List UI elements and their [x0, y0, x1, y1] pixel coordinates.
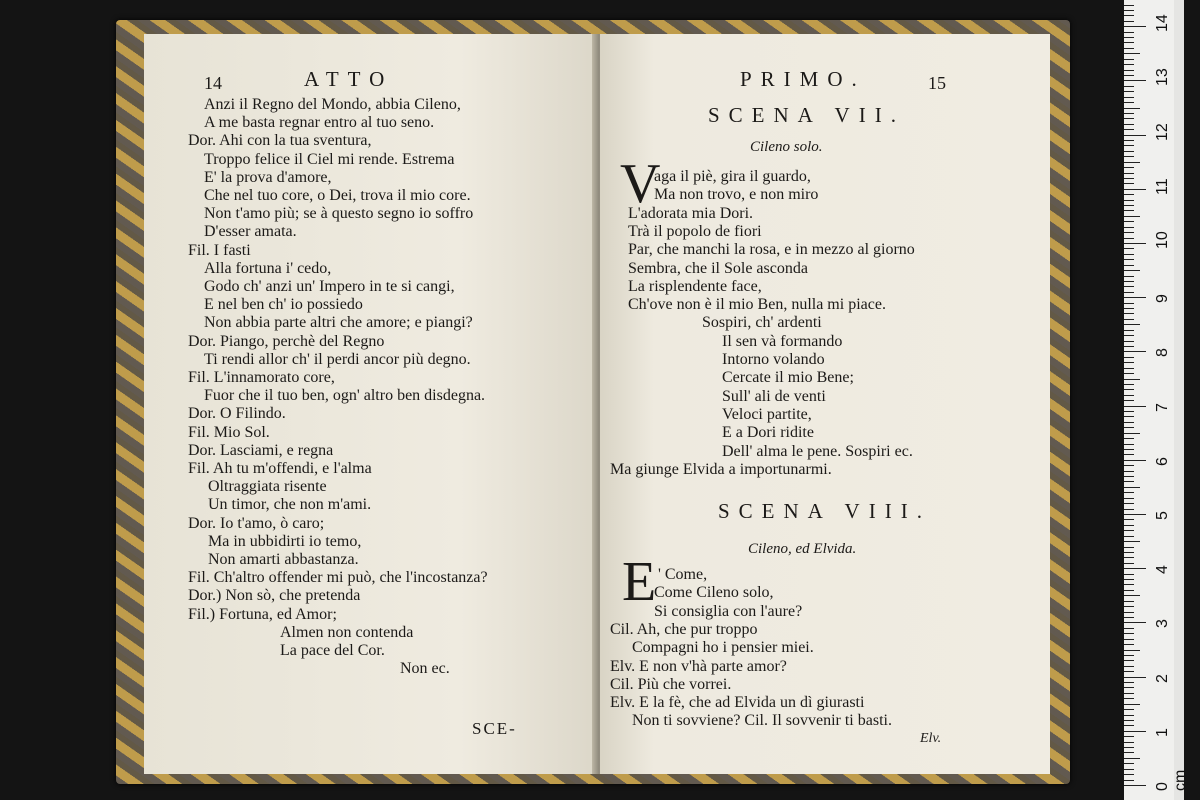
ruler-tick	[1124, 622, 1146, 623]
measurement-ruler	[1124, 0, 1189, 800]
ruler-tick	[1124, 704, 1140, 705]
text-line: aga il piè, gira il guardo,	[654, 168, 811, 185]
ruler-tick	[1124, 156, 1134, 157]
text-line: Dor. Lasciami, e regna	[188, 441, 334, 459]
ruler-tick	[1124, 335, 1134, 336]
ruler-tick	[1124, 248, 1134, 249]
text-line: E nel ben ch' io possiedo	[204, 296, 363, 314]
running-header: PRIMO.	[740, 67, 866, 91]
text-line: Intorno volando	[722, 351, 825, 368]
text-line: E' la prova d'amore,	[204, 168, 332, 186]
text-line: Veloci partite,	[722, 405, 812, 423]
text-line: Sembra, che il Sole asconda	[628, 259, 808, 277]
ruler-tick	[1124, 758, 1140, 759]
ruler-tick	[1124, 357, 1134, 358]
ruler-tick	[1124, 303, 1134, 304]
ruler-tick	[1124, 720, 1134, 721]
ruler-tick	[1124, 395, 1134, 396]
ruler-tick	[1124, 536, 1134, 537]
ruler-tick	[1124, 53, 1140, 54]
ruler-tick	[1124, 687, 1134, 688]
ruler-tick	[1124, 736, 1134, 737]
ruler-tick	[1124, 265, 1134, 266]
ruler-tick	[1124, 498, 1134, 499]
ruler-label: 12	[1154, 122, 1171, 141]
ruler-tick	[1124, 330, 1134, 331]
ruler-tick	[1124, 124, 1134, 125]
ruler-tick	[1124, 243, 1146, 244]
ruler-tick	[1124, 205, 1134, 206]
ruler-tick	[1124, 145, 1134, 146]
ruler-tick	[1124, 525, 1134, 526]
ruler-tick	[1124, 221, 1134, 222]
text-line: Non abbia parte altri che amore; e piangi?	[204, 314, 473, 332]
ruler-tick	[1124, 59, 1134, 60]
ruler-tick	[1124, 411, 1134, 412]
ruler-tick	[1124, 693, 1134, 694]
ruler-tick	[1124, 677, 1146, 678]
text-line: Ch'ove non è il mio Ben, nulla mi piace.	[628, 296, 886, 314]
text-line: Godo ch' anzi un' Impero in te si cangi,	[204, 278, 455, 295]
page-number: 15	[928, 73, 946, 93]
ruler-tick	[1124, 633, 1134, 634]
text-line: Che nel tuo core, o Dei, trova il mio core.	[204, 187, 471, 204]
ruler-tick	[1124, 238, 1134, 239]
ruler-tick	[1124, 183, 1134, 184]
ruler-label: 8	[1154, 348, 1171, 358]
scene-title: SCENA VIII.	[718, 499, 931, 523]
running-header: ATTO	[304, 67, 394, 91]
ruler-tick	[1124, 5, 1134, 6]
ruler-tick	[1124, 362, 1134, 363]
text-line: Fil. I fasti	[188, 241, 251, 259]
ruler-tick	[1124, 476, 1134, 477]
ruler-tick	[1124, 454, 1134, 455]
ruler-tick	[1124, 709, 1134, 710]
ruler-tick	[1124, 465, 1134, 466]
book-spread	[116, 20, 1070, 784]
text-line: La risplendente face,	[628, 277, 762, 295]
ruler-tick	[1124, 351, 1146, 352]
ruler-tick	[1124, 189, 1146, 190]
text-line: Ma in ubbidirti io temo,	[208, 532, 362, 550]
drop-capital: V	[620, 153, 661, 215]
ruler-tick	[1124, 297, 1146, 298]
ruler-tick	[1124, 80, 1146, 81]
ruler-tick	[1124, 492, 1134, 493]
ruler-tick	[1124, 373, 1134, 374]
drop-capital: E	[622, 551, 657, 613]
ruler-tick	[1124, 639, 1134, 640]
ruler-tick	[1124, 584, 1134, 585]
ruler-tick	[1124, 547, 1134, 548]
ruler-tick	[1124, 563, 1134, 564]
ruler-label: 3	[1154, 619, 1171, 629]
ruler-tick	[1124, 162, 1140, 163]
ruler-tick	[1124, 389, 1134, 390]
ruler-tick	[1124, 698, 1134, 699]
ruler-tick	[1124, 568, 1146, 569]
ruler-tick	[1124, 10, 1134, 11]
text-line: Dor. O Filindo.	[188, 405, 286, 423]
left-page	[144, 34, 596, 774]
ruler-label: 4	[1154, 565, 1171, 575]
ruler-tick	[1124, 91, 1134, 92]
ruler-tick	[1124, 102, 1134, 103]
ruler-label: 5	[1154, 511, 1171, 520]
ruler-tick	[1124, 671, 1134, 672]
ruler-tick	[1124, 541, 1140, 542]
ruler-tick	[1124, 763, 1134, 764]
ruler-label: 0 cm	[1154, 769, 1189, 791]
ruler-tick	[1124, 438, 1134, 439]
ruler-tick	[1124, 276, 1134, 277]
scene-cast: Cileno, ed Elvida.	[748, 541, 857, 557]
ruler-tick	[1124, 752, 1134, 753]
text-line: Ma non trovo, e non miro	[654, 186, 819, 204]
right-page	[600, 34, 1050, 774]
text-line: Anzi il Regno del Mondo, abbia Cileno,	[204, 96, 461, 113]
ruler-tick	[1124, 346, 1134, 347]
ruler-tick	[1124, 449, 1134, 450]
ruler-tick	[1124, 135, 1146, 136]
text-line: Ti rendi allor ch' il perdi ancor più degno.	[204, 350, 471, 368]
ruler-tick	[1124, 216, 1140, 217]
ruler-tick	[1124, 97, 1134, 98]
text-line: Fil. Mio Sol.	[188, 423, 270, 441]
text-line: Sull' ali de venti	[722, 387, 826, 405]
text-line: Dor. Piango, perchè del Regno	[188, 332, 385, 350]
ruler-tick	[1124, 514, 1146, 515]
ruler-tick	[1124, 313, 1134, 314]
catchword: Elv.	[920, 731, 942, 746]
ruler-tick	[1124, 780, 1134, 781]
ruler-tick	[1124, 173, 1134, 174]
ruler-tick	[1124, 617, 1134, 618]
ruler-tick	[1124, 650, 1140, 651]
text-line: Cil. Più che vorrei.	[610, 675, 732, 693]
ruler-tick	[1124, 167, 1134, 168]
ruler-label: 13	[1154, 68, 1171, 87]
ruler-tick	[1124, 108, 1140, 109]
ruler-tick	[1124, 557, 1134, 558]
ruler-tick	[1124, 747, 1134, 748]
text-line: Dor.) Non sò, che pretenda	[188, 587, 361, 605]
ruler-tick	[1124, 37, 1134, 38]
text-line: E a Dori ridite	[722, 424, 814, 442]
ruler-tick	[1124, 32, 1134, 33]
ruler-tick	[1124, 341, 1134, 342]
text-line: Non t'amo più; se à questo segno io soffro	[204, 205, 474, 223]
ruler-tick	[1124, 232, 1134, 233]
ruler-label: 10	[1154, 231, 1171, 249]
ruler-tick	[1124, 368, 1134, 369]
ruler-tick	[1124, 324, 1140, 325]
text-line: Sospiri, ch' ardenti	[702, 314, 822, 332]
ruler-tick	[1124, 42, 1134, 43]
ruler-tick	[1124, 742, 1134, 743]
ruler-tick	[1124, 15, 1134, 16]
text-line: Elv. E non v'hà parte amor?	[610, 657, 787, 675]
ruler-tick	[1124, 481, 1134, 482]
ruler-tick	[1124, 281, 1134, 282]
ruler-tick	[1124, 286, 1134, 287]
ruler-tick	[1124, 48, 1134, 49]
ruler-label: 14	[1154, 14, 1171, 33]
ruler-tick	[1124, 118, 1134, 119]
ruler-tick	[1124, 579, 1134, 580]
ruler-tick	[1124, 552, 1134, 553]
ruler-tick	[1124, 519, 1134, 520]
ruler-tick	[1124, 26, 1146, 27]
ruler-tick	[1124, 660, 1134, 661]
catchword: SCE-	[472, 719, 517, 738]
ruler-tick	[1124, 460, 1146, 461]
text-line: Fil. Ah tu m'offendi, e l'alma	[188, 460, 372, 477]
ruler-label: 11	[1154, 178, 1171, 195]
text-line: Compagni ho i pensier miei.	[632, 639, 814, 657]
ruler-tick	[1124, 151, 1134, 152]
scene-title: SCENA VII.	[708, 103, 905, 127]
ruler-tick	[1124, 379, 1140, 380]
ruler-tick	[1124, 509, 1134, 510]
text-line: Non ti sovviene? Cil. Il sovvenir ti basti.	[632, 712, 892, 730]
ruler-tick	[1124, 64, 1134, 65]
text-line: ' Come,	[658, 566, 708, 583]
text-line: La pace del Cor.	[280, 642, 385, 659]
ruler-tick	[1124, 400, 1134, 401]
ruler-tick	[1124, 210, 1134, 211]
ruler-tick	[1124, 270, 1140, 271]
ruler-tick	[1124, 427, 1134, 428]
ruler-label: 6	[1154, 456, 1171, 466]
ruler-label: 1	[1154, 727, 1171, 737]
text-line: Fuor che il tuo ben, ogn' altro ben disdegna.	[204, 387, 486, 405]
text-line: Un timor, che non m'ami.	[208, 496, 372, 514]
text-line: Fil. L'innamorato core,	[188, 369, 335, 386]
text-line: Si consiglia con l'aure?	[654, 602, 803, 620]
ruler-tick	[1124, 21, 1134, 22]
text-line: Dor. Ahi con la tua sventura,	[188, 132, 372, 150]
ruler-tick	[1124, 259, 1134, 260]
ruler-tick	[1124, 319, 1134, 320]
text-line: Dell' alma le pene. Sospiri ec.	[722, 442, 913, 460]
ruler-tick	[1124, 731, 1146, 732]
ruler-label: 9	[1154, 294, 1171, 304]
ruler-tick	[1124, 725, 1134, 726]
ruler-tick	[1124, 200, 1134, 201]
ruler-tick	[1124, 433, 1140, 434]
text-line: L'adorata mia Dori.	[628, 204, 754, 222]
text-line: Elv. E la fè, che ad Elvida un dì giurasti	[610, 694, 865, 712]
page-number: 14	[204, 73, 222, 93]
text-line: Alla fortuna i' cedo,	[204, 259, 332, 277]
ruler-tick	[1124, 715, 1134, 716]
ruler-tick	[1124, 86, 1134, 87]
ruler-tick	[1124, 682, 1134, 683]
ruler-tick	[1124, 444, 1134, 445]
ruler-tick	[1124, 644, 1134, 645]
ruler-tick	[1124, 70, 1134, 71]
ruler-tick	[1124, 140, 1134, 141]
text-line: Fil. Ch'altro offender mi può, che l'incostanza?	[188, 569, 488, 587]
ruler-tick	[1124, 590, 1134, 591]
ruler-tick	[1124, 113, 1134, 114]
text-line: A me basta regnar entro al tuo seno.	[204, 114, 435, 132]
ruler-label: 7	[1154, 402, 1171, 412]
ruler-tick	[1124, 254, 1134, 255]
scene-cast: Cileno solo.	[750, 139, 823, 155]
ruler-label: 2	[1154, 673, 1171, 683]
text-line: Cercate il mio Bene;	[722, 369, 854, 387]
ruler-tick	[1124, 666, 1134, 667]
ruler-tick	[1124, 769, 1134, 770]
ruler-tick	[1124, 574, 1134, 575]
text-line: Fil.) Fortuna, ed Amor;	[188, 605, 337, 623]
ruler-tick	[1124, 194, 1134, 195]
text-line: Almen non contenda	[280, 623, 414, 641]
ruler-tick	[1124, 601, 1134, 602]
text-line: Cil. Ah, che pur troppo	[610, 620, 758, 638]
ruler-tick	[1124, 129, 1134, 130]
ruler-tick	[1124, 406, 1146, 407]
ruler-tick	[1124, 595, 1140, 596]
text-line: Come Cileno solo,	[654, 584, 774, 602]
text-line: Troppo felice il Ciel mi rende. Estrema	[204, 150, 455, 168]
ruler-tick	[1124, 308, 1134, 309]
text-line: Non ec.	[400, 660, 450, 678]
ruler-tick	[1124, 487, 1140, 488]
text-line: Il sen và formando	[722, 332, 843, 350]
ruler-tick	[1124, 422, 1134, 423]
ruler-tick	[1124, 785, 1146, 786]
ruler-tick	[1124, 606, 1134, 607]
ruler-tick	[1124, 227, 1134, 228]
ruler-tick	[1124, 75, 1134, 76]
text-line: Dor. Io t'amo, ò caro;	[188, 514, 325, 532]
ruler-tick	[1124, 471, 1134, 472]
ruler-tick	[1124, 178, 1134, 179]
ruler-tick	[1124, 384, 1134, 385]
text-line: Non amarti abbastanza.	[208, 551, 359, 568]
ruler-tick	[1124, 292, 1134, 293]
text-line: D'esser amata.	[204, 223, 297, 241]
ruler-tick	[1124, 655, 1134, 656]
ruler-tick	[1124, 530, 1134, 531]
ruler-tick	[1124, 503, 1134, 504]
ruler-edge	[1174, 0, 1184, 800]
ruler-tick	[1124, 612, 1134, 613]
text-line: Par, che manchi la rosa, e in mezzo al giorno	[628, 241, 915, 259]
text-line: Oltraggiata risente	[208, 478, 327, 496]
ruler-tick	[1124, 416, 1134, 417]
ruler-tick	[1124, 628, 1134, 629]
text-line: Trà il popolo de fiori	[628, 222, 762, 240]
ruler-tick	[1124, 774, 1134, 775]
text-line: Ma giunge Elvida a importunarmi.	[610, 460, 832, 478]
